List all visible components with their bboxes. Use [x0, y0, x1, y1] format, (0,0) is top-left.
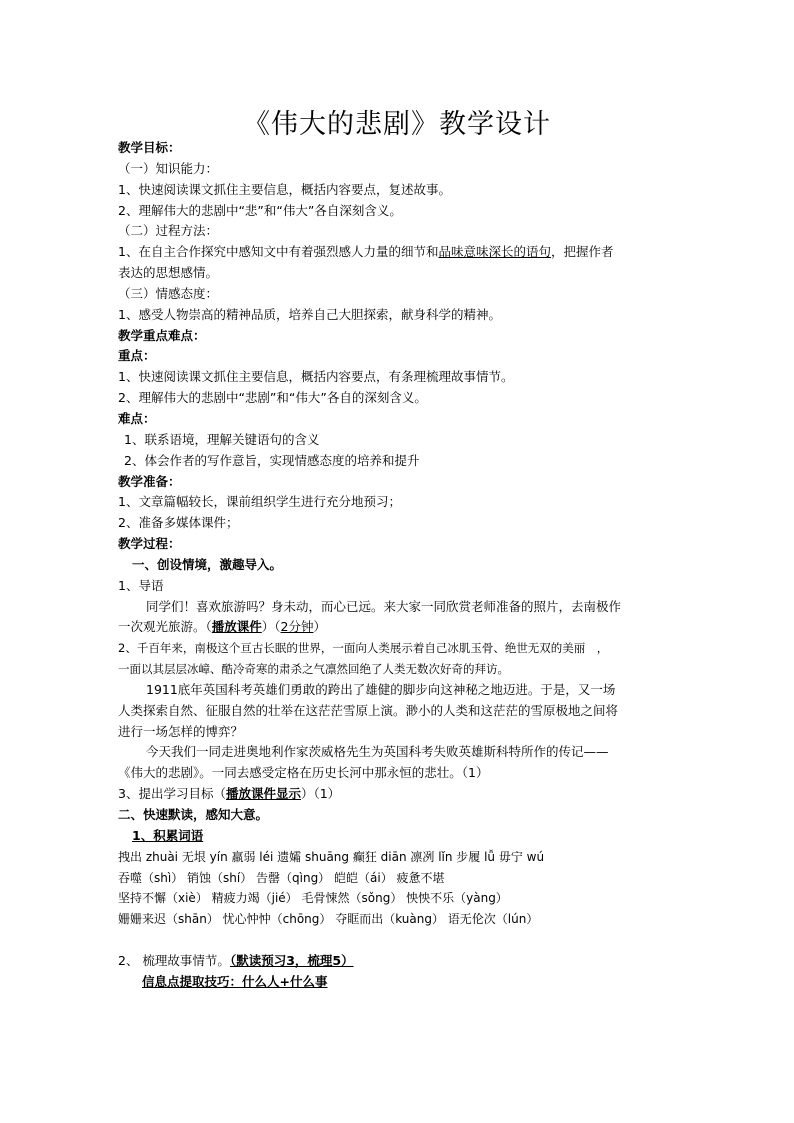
subheading: （一）知识能力：	[118, 160, 219, 176]
text: 1、在自主合作探究中感知文中有着强烈感人力量的细节和	[118, 244, 439, 260]
underlined-text: 品味意味深长的语句	[438, 244, 551, 260]
vocab-line: 吞噬（shì） 销蚀（shí） 告罄（qìng） 皑皑（ái） 疲惫不堪	[118, 870, 445, 885]
list-item-continued: 表达的思想感情。	[118, 265, 219, 281]
text: 2、 梳理故事情节。	[118, 952, 230, 968]
text: ，把握作者	[550, 244, 614, 260]
step-heading: 二、快速默读，感知大意。	[118, 807, 269, 822]
paragraph-line: 《伟大的悲剧》。一同去感受定格在历史长河中那永恒的悲壮。（1）	[118, 765, 489, 781]
text: 3、提出学习目标（	[118, 786, 226, 802]
subheading: （三）情感态度：	[118, 285, 219, 301]
step-heading: 一、创设情境，激趣导入。	[132, 556, 283, 572]
section-heading: 教学准备：	[118, 473, 181, 489]
list-item: 2、体会作者的写作意旨，实现情感态度的培养和提升	[124, 452, 420, 468]
paragraph-line: 2、千百年来，南极这个亘古长眠的世界，一面向人类展示着自己冰肌玉骨、绝世无双的美丽 ，	[118, 641, 609, 656]
section-heading: 教学目标：	[118, 140, 181, 155]
text: 一次观光旅游。（	[118, 619, 212, 635]
list-item: 1、快速阅读课文抓住主要信息，概括内容要点，复述故事。	[118, 181, 451, 197]
document-title: 《伟大的悲剧》教学设计	[243, 109, 551, 140]
vocab-line: 坚持不懈（xiè） 精疲力竭（jié） 毛骨悚然（sǒng） 怏怏不乐（yàng）	[118, 891, 508, 906]
list-item	[118, 951, 688, 972]
paragraph-line: 今天我们一同走进奥地利作家茨威格先生为英国科考失败英雄斯科特所作的传记——	[146, 744, 609, 760]
sub-step-heading: 1、积累词语	[132, 827, 204, 843]
paragraph-line: 进行一场怎样的博弈？	[118, 723, 244, 739]
list-item: 1、导语	[118, 577, 164, 593]
list-item	[118, 784, 688, 805]
text: ）（1）	[300, 786, 341, 802]
list-item: 1、文章篇幅较长，课前组织学生进行充分地预习；	[118, 494, 401, 510]
section-heading: 教学过程：	[118, 536, 181, 552]
paragraph-line: 一面以其层层冰嶂、酷冷奇寒的肃杀之气凛然回绝了人类无数次好奇的拜访。	[118, 662, 509, 677]
tip-text: 信息点提取技巧：什么人+什么事	[142, 973, 328, 989]
section-heading: 教学重点难点：	[118, 327, 206, 343]
underlined-text: 播放课件显示	[225, 786, 301, 802]
paragraph-line: 1911底年英国科考英雄们勇敢的跨出了雄健的脚步向这神秘之地迈进。于是，又一场	[146, 681, 616, 697]
underlined-text: 2分钟	[280, 619, 314, 635]
paragraph-line	[118, 617, 688, 638]
paragraph-line: 同学们！喜欢旅游吗？身未动，而心已远。来大家一同欣赏老师准备的照片，去南极作	[146, 598, 622, 614]
list-item: 1、感受人物崇高的精神品质，培养自己大胆探索，献身科学的精神。	[118, 306, 501, 322]
spacer	[118, 930, 688, 951]
document-body	[118, 138, 688, 993]
list-item: 2、准备多媒体课件；	[118, 515, 239, 531]
list-item	[118, 242, 688, 263]
subheading: 重点：	[118, 348, 156, 364]
text: ）	[313, 619, 327, 635]
paragraph-line: 人类探索自然、征服自然的壮举在这茫茫雪原上演。渺小的人类和这茫茫的雪原极地之间将	[118, 702, 619, 718]
subheading: （二）过程方法：	[118, 223, 219, 239]
list-item: 1、快速阅读课文抓住主要信息，概括内容要点，有条理梳理故事情节。	[118, 369, 514, 385]
list-item: 1、联系语境，理解关键语句的含义	[124, 431, 320, 447]
list-item: 2、理解伟大的悲剧中“悲剧”和“伟大”各自的深刻含义。	[118, 390, 427, 406]
vocab-line: 姗姗来迟（shān） 忧心忡忡（chōng） 夺眶而出（kuàng） 语无伦次（lún）	[118, 912, 539, 927]
text: ）（	[261, 619, 281, 635]
subheading: 难点：	[118, 410, 156, 426]
underlined-text: 播放课件	[211, 619, 262, 635]
underlined-text: （默读预习3，梳理5）	[229, 952, 354, 968]
vocab-line: 拽出 zhuài 无垠 yín 羸弱 léi 遗孀 shuāng 癫狂 diān 凛冽 lǐn 步履 lǚ 毋宁 wú	[118, 849, 545, 864]
list-item: 2、理解伟大的悲剧中“悲”和“伟大”各自深刻含义。	[118, 202, 402, 218]
